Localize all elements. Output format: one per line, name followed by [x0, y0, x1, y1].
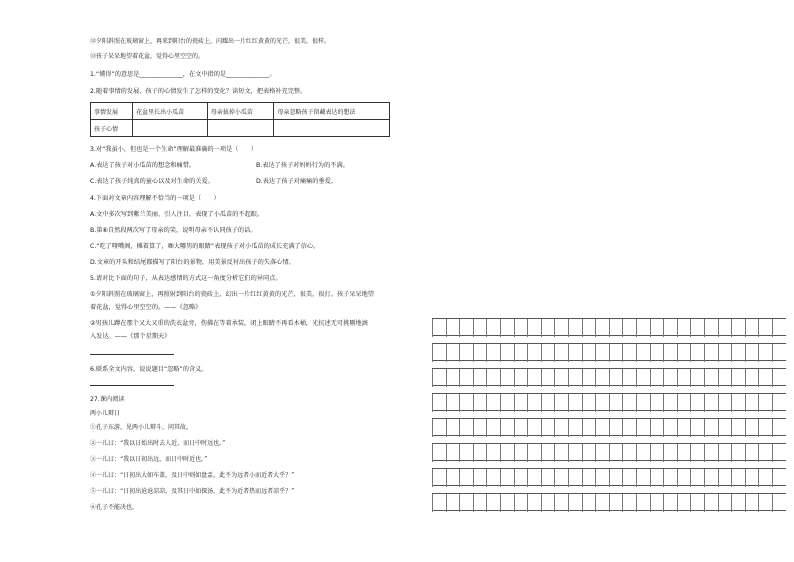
answer-cell[interactable]	[133, 120, 208, 137]
q3-option-d: D.表达了孩子对痛痛的垂爱。	[256, 178, 337, 185]
q5-sentence-2a: ②男孩儿蹲在那个又大又重的洗衣盆旁，伤佛在等着承装，闭上眼睛不再看木桶，光抗述无可挑剔地滴	[90, 320, 368, 327]
essay-grid-cell[interactable]	[690, 419, 704, 437]
essay-grid-cell[interactable]	[500, 469, 514, 487]
essay-grid-cell[interactable]	[432, 344, 446, 362]
essay-grid-cell[interactable]	[772, 319, 786, 337]
essay-grid-cell[interactable]	[718, 469, 732, 487]
essay-grid-cell[interactable]	[704, 344, 718, 362]
classical-line-1: ①孔子东游，见两小儿辩斗，问其故。	[90, 424, 193, 431]
essay-grid-cell[interactable]	[690, 394, 704, 412]
essay-grid-cell[interactable]	[554, 344, 568, 362]
essay-grid-cell[interactable]	[636, 344, 650, 362]
essay-grid-cell[interactable]	[541, 444, 555, 462]
essay-grid-cell[interactable]	[500, 444, 514, 462]
q5-sentence-2b: 入发达。——《那个星期天》	[90, 333, 171, 340]
essay-grid-cell[interactable]	[554, 444, 568, 462]
essay-grid-cell[interactable]	[690, 494, 704, 512]
essay-grid-cell[interactable]	[758, 344, 772, 362]
essay-grid-cell[interactable]	[622, 494, 636, 512]
essay-grid-cell[interactable]	[527, 394, 541, 412]
table-header: 花盆里长出小瓜苗	[133, 103, 208, 120]
essay-grid-cell[interactable]	[772, 444, 786, 462]
essay-grid-cell[interactable]	[541, 344, 555, 362]
answer-cell[interactable]	[207, 120, 274, 137]
essay-grid-cell[interactable]	[568, 494, 582, 512]
essay-grid-cell[interactable]	[595, 494, 609, 512]
q5-sentence-1b: 着花盆，觉得心里空空的。——《忽略》	[90, 304, 202, 311]
q4-option-d: D.文章的开头和结尾都描写了阳台的景物，用美景反衬出孩子的失落心情。	[90, 259, 295, 266]
essay-grid-cell[interactable]	[595, 469, 609, 487]
essay-grid-cell[interactable]	[473, 369, 487, 387]
essay-grid-row	[432, 468, 786, 486]
essay-grid-cell[interactable]	[745, 369, 759, 387]
essay-grid-cell[interactable]	[541, 369, 555, 387]
essay-grid-cell[interactable]	[772, 394, 786, 412]
essay-grid-cell[interactable]	[582, 319, 596, 337]
question-3: 3.对“我虽小，但也是一个生命”理解最准确的一项是（ ）	[90, 146, 258, 153]
essay-grid-cell[interactable]	[663, 419, 677, 437]
q3-option-a: A.表达了孩子对小瓜苗的想念和痛惜。	[90, 162, 196, 169]
essay-grid-cell[interactable]	[446, 469, 460, 487]
q5-sentence-1a: ①夕阳斜照在玻璃窗上，再照射到阳台的瓷砖上，幻出一片红红黄黄的光芒，很美，很打。孩子呆呆地望	[90, 291, 374, 298]
essay-grid-cell[interactable]	[446, 344, 460, 362]
essay-grid-cell[interactable]	[772, 369, 786, 387]
question-1: 1.“懂得”的意思是______________，在文中指的是______________。	[90, 71, 276, 78]
essay-grid-cell[interactable]	[745, 469, 759, 487]
question-2: 2.随着事情的发展，孩子的心情发生了怎样的变化？读短文，把表格补充完整。	[90, 88, 307, 95]
essay-grid-cell[interactable]	[595, 319, 609, 337]
answer-line[interactable]	[90, 385, 174, 386]
essay-grid-cell[interactable]	[595, 419, 609, 437]
essay-grid-cell[interactable]	[663, 469, 677, 487]
essay-grid-cell[interactable]	[486, 469, 500, 487]
essay-grid-cell[interactable]	[636, 394, 650, 412]
essay-grid-cell[interactable]	[473, 469, 487, 487]
essay-grid-cell[interactable]	[459, 469, 473, 487]
essay-grid-cell[interactable]	[704, 394, 718, 412]
q3-option-b: B.表达了孩子对妈妈行为的不满。	[256, 162, 349, 169]
essay-grid-cell[interactable]	[554, 469, 568, 487]
essay-grid-cell[interactable]	[609, 444, 623, 462]
essay-grid-cell[interactable]	[704, 444, 718, 462]
answer-cell[interactable]	[274, 120, 390, 137]
table-header: 母亲忽略孩子留藏表达的想法	[274, 103, 390, 120]
essay-grid-cell[interactable]	[663, 344, 677, 362]
essay-grid-cell[interactable]	[568, 369, 582, 387]
essay-grid-cell[interactable]	[718, 369, 732, 387]
essay-grid-cell[interactable]	[527, 419, 541, 437]
essay-grid-cell[interactable]	[541, 494, 555, 512]
essay-grid-row	[432, 393, 786, 411]
essay-grid-cell[interactable]	[690, 319, 704, 337]
q4-option-b: B.第⑥自然段两次写了母亲的笑，说明母亲不认同孩子的话。	[90, 227, 257, 234]
essay-grid-cell[interactable]	[446, 419, 460, 437]
essay-grid-cell[interactable]	[690, 344, 704, 362]
essay-grid-cell[interactable]	[622, 369, 636, 387]
essay-grid-cell[interactable]	[527, 494, 541, 512]
essay-grid-cell[interactable]	[745, 494, 759, 512]
essay-grid-cell[interactable]	[500, 369, 514, 387]
essay-grid-cell[interactable]	[731, 494, 745, 512]
essay-grid-cell[interactable]	[500, 494, 514, 512]
table-header: 母亲拔掉小瓜苗	[207, 103, 274, 120]
question-27: 27.课内阅读	[90, 396, 125, 403]
passage-line-13: ⑬孩子呆呆地望着花盆，觉得心里空空的。	[90, 53, 205, 60]
essay-grid-cell[interactable]	[677, 469, 691, 487]
essay-grid-cell[interactable]	[663, 319, 677, 337]
essay-grid-cell[interactable]	[459, 369, 473, 387]
essay-grid-cell[interactable]	[609, 494, 623, 512]
essay-grid-cell[interactable]	[704, 494, 718, 512]
table-row-label: 孩子心情	[91, 120, 133, 137]
essay-grid-cell[interactable]	[745, 344, 759, 362]
essay-grid-cell[interactable]	[446, 394, 460, 412]
essay-grid-cell[interactable]	[486, 494, 500, 512]
essay-grid-cell[interactable]	[432, 419, 446, 437]
classical-line-4: ④一儿曰：“日初出大如车盖，及日中则如盘盂，此不为远者小而近者大乎？”	[90, 472, 295, 479]
essay-grid-cell[interactable]	[582, 494, 596, 512]
essay-grid-cell[interactable]	[650, 419, 664, 437]
classical-line-3: ③一儿曰：“我以日初出远，而日中时近也。”	[90, 456, 208, 463]
essay-grid-cell[interactable]	[663, 444, 677, 462]
essay-grid-cell[interactable]	[473, 419, 487, 437]
essay-grid-cell[interactable]	[636, 319, 650, 337]
essay-grid-cell[interactable]	[690, 369, 704, 387]
essay-grid-cell[interactable]	[527, 369, 541, 387]
essay-grid-cell[interactable]	[731, 419, 745, 437]
essay-grid-cell[interactable]	[609, 369, 623, 387]
essay-grid-cell[interactable]	[568, 444, 582, 462]
essay-grid-cell[interactable]	[745, 444, 759, 462]
essay-grid-cell[interactable]	[459, 344, 473, 362]
essay-grid-cell[interactable]	[609, 344, 623, 362]
essay-grid-cell[interactable]	[595, 394, 609, 412]
essay-grid-cell[interactable]	[554, 494, 568, 512]
essay-grid-cell[interactable]	[718, 344, 732, 362]
essay-grid-cell[interactable]	[527, 344, 541, 362]
essay-grid-cell[interactable]	[718, 419, 732, 437]
essay-grid-cell[interactable]	[758, 369, 772, 387]
essay-grid-cell[interactable]	[541, 394, 555, 412]
essay-grid-row	[432, 368, 786, 386]
essay-grid-cell[interactable]	[636, 444, 650, 462]
essay-grid-row	[432, 443, 786, 461]
essay-grid-cell[interactable]	[677, 394, 691, 412]
essay-grid-cell[interactable]	[731, 369, 745, 387]
essay-grid-cell[interactable]	[500, 344, 514, 362]
classical-line-6: ⑥孔子不能决也。	[90, 504, 139, 511]
essay-grid-cell[interactable]	[486, 444, 500, 462]
essay-grid-cell[interactable]	[595, 444, 609, 462]
essay-grid-cell[interactable]	[554, 319, 568, 337]
classical-line-5: ⑤一儿曰：“日初出沧沧凉凉，及其日中如探汤，此不为近者热而远者凉乎？”	[90, 488, 295, 495]
essay-grid-cell[interactable]	[514, 344, 528, 362]
essay-grid-cell[interactable]	[636, 419, 650, 437]
essay-grid-cell[interactable]	[772, 419, 786, 437]
essay-grid-cell[interactable]	[718, 494, 732, 512]
essay-grid-cell[interactable]	[432, 394, 446, 412]
essay-grid-cell[interactable]	[663, 369, 677, 387]
essay-grid-row	[432, 343, 786, 361]
essay-grid-cell[interactable]	[745, 319, 759, 337]
essay-grid-cell[interactable]	[622, 444, 636, 462]
essay-grid-cell[interactable]	[500, 394, 514, 412]
essay-grid-cell[interactable]	[609, 469, 623, 487]
essay-grid-cell[interactable]	[731, 469, 745, 487]
essay-grid-cell[interactable]	[718, 444, 732, 462]
essay-grid-cell[interactable]	[622, 319, 636, 337]
q4-option-c: C.“吃了哑嘴阁，摊着算了，咖大哪男的眼睛”表现孩子对小瓜苗的成长充满了信心。	[90, 243, 320, 250]
essay-grid-cell[interactable]	[677, 369, 691, 387]
classical-line-2: ②一儿曰：“我以日始出时去人近，而日中时远也。”	[90, 440, 226, 447]
essay-grid-cell[interactable]	[568, 344, 582, 362]
essay-grid-cell[interactable]	[772, 344, 786, 362]
essay-grid-row	[432, 318, 786, 336]
essay-grid-cell[interactable]	[514, 394, 528, 412]
essay-grid-cell[interactable]	[650, 369, 664, 387]
essay-grid-cell[interactable]	[758, 444, 772, 462]
essay-grid-cell[interactable]	[663, 394, 677, 412]
essay-grid-cell[interactable]	[772, 469, 786, 487]
essay-grid-cell[interactable]	[432, 469, 446, 487]
essay-grid-cell[interactable]	[582, 344, 596, 362]
essay-grid-cell[interactable]	[446, 444, 460, 462]
essay-grid-cell[interactable]	[486, 419, 500, 437]
essay-grid-cell[interactable]	[650, 394, 664, 412]
essay-grid-cell[interactable]	[690, 469, 704, 487]
essay-grid-cell[interactable]	[609, 319, 623, 337]
essay-grid-cell[interactable]	[718, 394, 732, 412]
essay-grid-cell[interactable]	[582, 394, 596, 412]
essay-grid-cell[interactable]	[595, 369, 609, 387]
table-header: 事情发展	[91, 103, 133, 120]
essay-grid-cell[interactable]	[459, 394, 473, 412]
essay-grid-cell[interactable]	[772, 494, 786, 512]
q3-option-c: C.表达了孩子纯真的童心以及对生命的关爱。	[90, 178, 214, 185]
essay-grid-cell[interactable]	[650, 444, 664, 462]
essay-grid-cell[interactable]	[745, 419, 759, 437]
essay-grid-cell[interactable]	[677, 419, 691, 437]
essay-grid-cell[interactable]	[758, 494, 772, 512]
essay-grid-cell[interactable]	[459, 319, 473, 337]
essay-grid-cell[interactable]	[622, 344, 636, 362]
question-4: 4.下面对文章内容理解不恰当的一项是（ ）	[90, 195, 220, 202]
essay-grid-cell[interactable]	[527, 444, 541, 462]
essay-grid-cell[interactable]	[731, 394, 745, 412]
essay-grid-cell[interactable]	[704, 369, 718, 387]
essay-grid-cell[interactable]	[582, 369, 596, 387]
mood-table	[90, 102, 390, 137]
q4-option-a: A.文中多次写到紫兰美丽、引人注目，表现了小瓜苗的不起眼。	[90, 211, 264, 218]
passage-line-12: ⑫夕阳斜照在玻璃窗上，再来到阳台的瓷砖上，闪耀出一片红红黄黄的光芒，很美，很样。	[90, 38, 331, 45]
essay-grid-cell[interactable]	[473, 344, 487, 362]
essay-grid-cell[interactable]	[473, 394, 487, 412]
essay-grid-cell[interactable]	[650, 344, 664, 362]
essay-grid-cell[interactable]	[758, 419, 772, 437]
essay-grid-cell[interactable]	[486, 369, 500, 387]
essay-grid-cell[interactable]	[704, 319, 718, 337]
essay-grid-cell[interactable]	[486, 394, 500, 412]
essay-grid-cell[interactable]	[473, 494, 487, 512]
essay-grid-cell[interactable]	[731, 319, 745, 337]
essay-grid-cell[interactable]	[636, 494, 650, 512]
essay-grid-cell[interactable]	[432, 444, 446, 462]
essay-grid-cell[interactable]	[731, 344, 745, 362]
essay-grid-cell[interactable]	[554, 419, 568, 437]
essay-grid-cell[interactable]	[704, 469, 718, 487]
essay-grid-cell[interactable]	[731, 444, 745, 462]
essay-grid-cell[interactable]	[446, 494, 460, 512]
essay-grid-cell[interactable]	[622, 394, 636, 412]
essay-grid-cell[interactable]	[541, 419, 555, 437]
question-5: 5.请对比下面的句子，从表达感情的方式这一角度分析它们的异同点。	[90, 275, 282, 282]
essay-grid-cell[interactable]	[459, 494, 473, 512]
essay-grid-cell[interactable]	[514, 444, 528, 462]
essay-grid-cell[interactable]	[677, 319, 691, 337]
essay-grid-cell[interactable]	[745, 394, 759, 412]
essay-grid-cell[interactable]	[568, 319, 582, 337]
essay-grid-cell[interactable]	[500, 319, 514, 337]
essay-grid-cell[interactable]	[677, 344, 691, 362]
essay-grid-cell[interactable]	[514, 369, 528, 387]
essay-grid-cell[interactable]	[677, 444, 691, 462]
essay-grid-cell[interactable]	[500, 419, 514, 437]
essay-grid-cell[interactable]	[650, 319, 664, 337]
essay-grid-cell[interactable]	[690, 444, 704, 462]
essay-grid-cell[interactable]	[568, 394, 582, 412]
essay-grid-cell[interactable]	[582, 469, 596, 487]
essay-grid-cell[interactable]	[622, 469, 636, 487]
essay-grid-cell[interactable]	[554, 394, 568, 412]
essay-grid-cell[interactable]	[609, 419, 623, 437]
essay-grid-cell[interactable]	[595, 344, 609, 362]
essay-grid-cell[interactable]	[514, 469, 528, 487]
essay-grid-row	[432, 418, 786, 436]
essay-grid-cell[interactable]	[486, 319, 500, 337]
essay-grid-cell[interactable]	[663, 494, 677, 512]
essay-grid-cell[interactable]	[677, 494, 691, 512]
essay-grid-cell[interactable]	[758, 469, 772, 487]
essay-grid-cell[interactable]	[486, 344, 500, 362]
essay-grid-cell[interactable]	[622, 419, 636, 437]
essay-grid-cell[interactable]	[650, 494, 664, 512]
essay-grid-cell[interactable]	[446, 319, 460, 337]
essay-grid-cell[interactable]	[568, 419, 582, 437]
essay-grid-cell[interactable]	[718, 319, 732, 337]
essay-grid-row	[432, 493, 786, 511]
essay-grid-cell[interactable]	[514, 319, 528, 337]
essay-grid-cell[interactable]	[582, 419, 596, 437]
essay-grid-cell[interactable]	[758, 394, 772, 412]
essay-grid-cell[interactable]	[636, 369, 650, 387]
essay-grid-cell[interactable]	[432, 369, 446, 387]
essay-grid-cell[interactable]	[636, 469, 650, 487]
essay-grid-cell[interactable]	[568, 469, 582, 487]
essay-grid-cell[interactable]	[432, 494, 446, 512]
essay-grid-cell[interactable]	[514, 419, 528, 437]
essay-grid-cell[interactable]	[704, 419, 718, 437]
answer-line[interactable]	[90, 354, 174, 355]
essay-grid-cell[interactable]	[473, 319, 487, 337]
question-6: 6.联系全文内容，说说题目“忽略”的含义。	[90, 366, 208, 373]
essay-grid-cell[interactable]	[554, 369, 568, 387]
essay-grid-cell[interactable]	[527, 469, 541, 487]
essay-grid-cell[interactable]	[650, 469, 664, 487]
essay-grid-cell[interactable]	[432, 319, 446, 337]
essay-grid-cell[interactable]	[446, 369, 460, 387]
essay-grid-cell[interactable]	[473, 444, 487, 462]
essay-grid-cell[interactable]	[609, 394, 623, 412]
essay-grid-cell[interactable]	[541, 319, 555, 337]
essay-grid-cell[interactable]	[459, 419, 473, 437]
essay-grid-cell[interactable]	[541, 469, 555, 487]
essay-grid-cell[interactable]	[514, 494, 528, 512]
essay-grid-cell[interactable]	[582, 444, 596, 462]
essay-grid-cell[interactable]	[459, 444, 473, 462]
essay-grid-cell[interactable]	[758, 319, 772, 337]
essay-grid-cell[interactable]	[527, 319, 541, 337]
classical-title: 两小儿辩日	[90, 410, 121, 417]
